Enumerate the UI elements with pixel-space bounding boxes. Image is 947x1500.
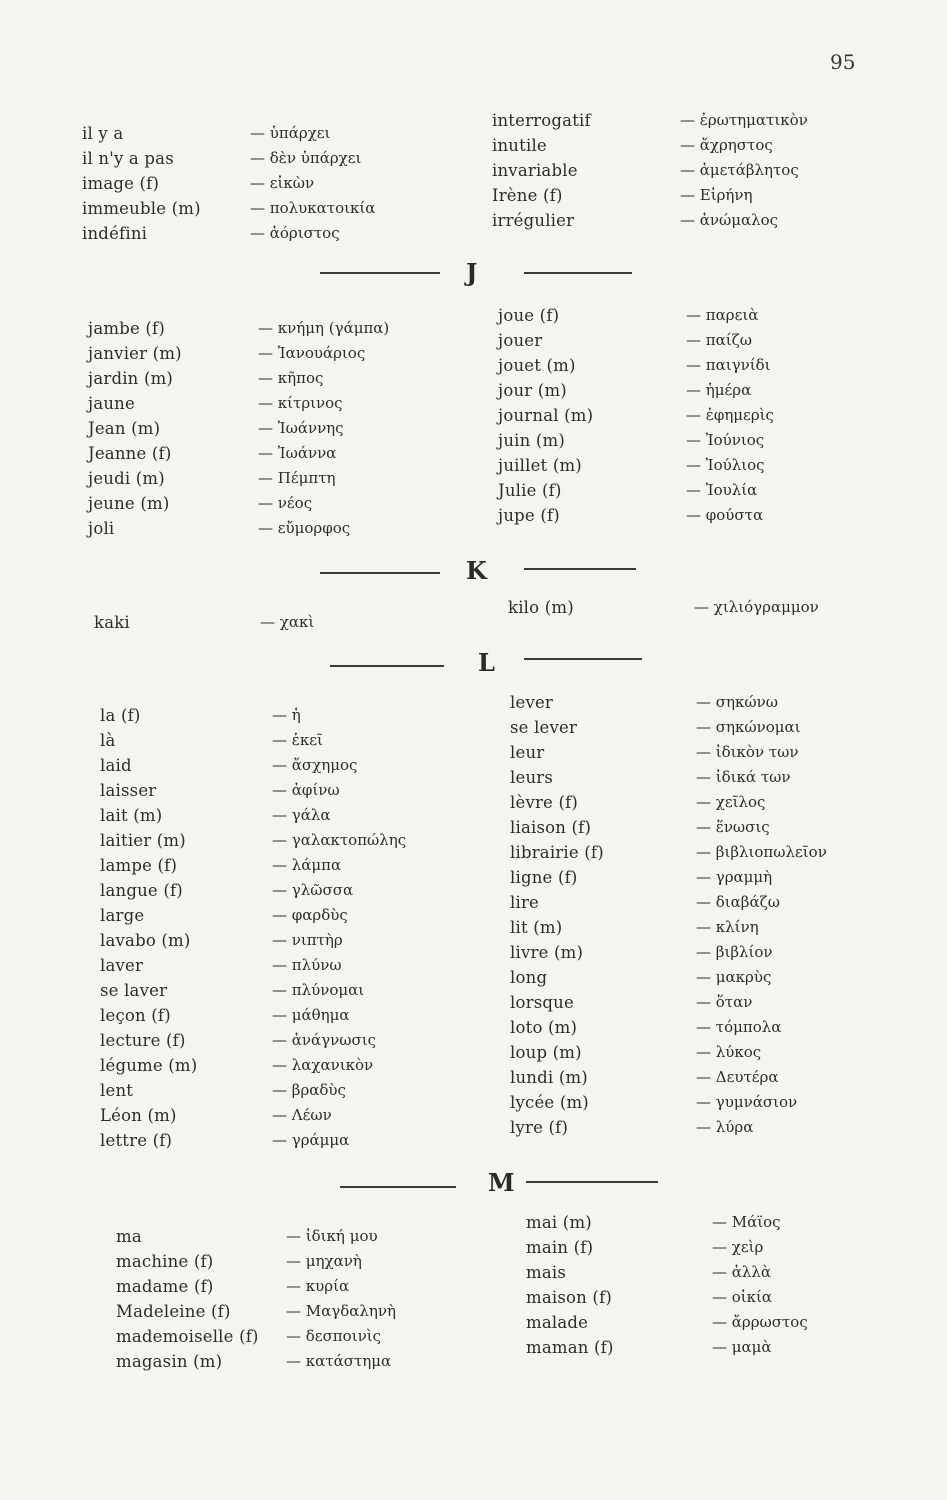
greek-translation: — εὔμορφος [258, 519, 351, 537]
greek-translation: — ὑπάρχει [250, 124, 331, 142]
french-term: invariable [492, 161, 578, 180]
french-term: mai (m) [526, 1213, 592, 1232]
greek-translation: — γυμνάσιον [696, 1093, 798, 1111]
greek-translation: — ἀνάγνωσις [272, 1031, 376, 1049]
french-term: lit (m) [510, 918, 563, 937]
greek-translation: — νιπτὴρ [272, 931, 343, 949]
greek-translation: — ἰδική μου [286, 1227, 378, 1245]
french-term: kaki [94, 613, 130, 632]
french-term: Madeleine (f) [116, 1302, 231, 1321]
greek-translation: — ἀόριστος [250, 224, 340, 242]
greek-translation: — δεσποινὶς [286, 1327, 381, 1345]
greek-translation: — γαλακτοπώλης [272, 831, 407, 849]
greek-translation: — κλίνη [696, 918, 759, 936]
greek-translation: — Ἰουλία [686, 481, 758, 499]
french-term: joli [88, 519, 115, 538]
french-term: interrogatif [492, 111, 591, 130]
french-term: immeuble (m) [82, 199, 201, 218]
greek-translation: — ἄρρωστος [712, 1313, 808, 1331]
french-term: malade [526, 1313, 589, 1332]
french-term: lire [510, 893, 540, 912]
greek-translation: — εἰκὼν [250, 174, 315, 192]
french-term: Léon (m) [100, 1106, 177, 1125]
french-term: librairie (f) [510, 843, 604, 862]
french-term: lever [510, 693, 554, 712]
french-term: juillet (m) [498, 456, 582, 475]
french-term: ligne (f) [510, 868, 578, 887]
section-letter-m: M [488, 1168, 515, 1197]
greek-translation: — Εἰρήνη [680, 186, 753, 204]
greek-translation: — ἰδικὸν των [696, 743, 799, 761]
greek-translation: — λύρα [696, 1118, 754, 1136]
french-term: loup (m) [510, 1043, 582, 1062]
french-term: large [100, 906, 145, 925]
greek-translation: — Μάϊος [712, 1213, 781, 1231]
french-term: leur [510, 743, 545, 762]
greek-translation: — βιβλίον [696, 943, 773, 961]
greek-translation: — τόμπολα [696, 1018, 782, 1036]
greek-translation: — ὅταν [696, 993, 753, 1011]
greek-translation: — Ἰούλιος [686, 456, 765, 474]
greek-translation: — γράμμα [272, 1131, 350, 1149]
section-letter-k: K [466, 556, 487, 585]
greek-translation: — λάμπα [272, 856, 342, 874]
french-term: laisser [100, 781, 157, 800]
greek-translation: — ἐρωτηματικὸν [680, 111, 808, 129]
greek-translation: — ἐφημερὶς [686, 406, 774, 424]
greek-translation: — κυρία [286, 1277, 350, 1295]
french-term: leurs [510, 768, 554, 787]
greek-translation: — Ἰωάννης [258, 419, 344, 437]
greek-translation: — ἀλλὰ [712, 1263, 772, 1281]
greek-translation: — κατάστημα [286, 1352, 392, 1370]
greek-translation: — γάλα [272, 806, 331, 824]
french-term: juin (m) [498, 431, 566, 450]
french-term: se lever [510, 718, 578, 737]
french-term: il n'y a pas [82, 149, 174, 168]
french-term: Jean (m) [88, 419, 161, 438]
french-term: lavabo (m) [100, 931, 191, 950]
greek-translation: — παιγνίδι [686, 356, 771, 374]
french-term: se laver [100, 981, 168, 1000]
french-term: jambe (f) [88, 319, 165, 338]
section-letter-l: L [478, 648, 495, 677]
section-letter-j: J [466, 258, 478, 287]
greek-translation: — πλύνω [272, 956, 342, 974]
greek-translation: — ἰδικά των [696, 768, 791, 786]
french-term: journal (m) [498, 406, 594, 425]
greek-translation: — ἡ [272, 706, 301, 724]
french-term: irrégulier [492, 211, 575, 230]
greek-translation: — γλῶσσα [272, 881, 354, 899]
greek-translation: — Ἰωάννα [258, 444, 337, 462]
french-term: lettre (f) [100, 1131, 173, 1150]
greek-translation: — χεῖλος [696, 793, 766, 811]
french-term: mademoiselle (f) [116, 1327, 259, 1346]
french-term: maison (f) [526, 1288, 613, 1307]
french-term: Jeanne (f) [88, 444, 172, 463]
greek-translation: — λύκος [696, 1043, 762, 1061]
french-term: liaison (f) [510, 818, 592, 837]
greek-translation: — φούστα [686, 506, 764, 524]
french-term: laid [100, 756, 132, 775]
separator-line [524, 658, 642, 660]
separator-line [320, 572, 440, 574]
greek-translation: — ἕνωσις [696, 818, 770, 836]
greek-translation: — μακρὺς [696, 968, 772, 986]
french-term: jour (m) [498, 381, 567, 400]
greek-translation: — ἄσχημος [272, 756, 358, 774]
french-term: jardin (m) [88, 369, 174, 388]
french-term: lent [100, 1081, 134, 1100]
greek-translation: — ἐκεῖ [272, 731, 323, 749]
separator-line [524, 272, 632, 274]
french-term: image (f) [82, 174, 160, 193]
greek-translation: — νέος [258, 494, 313, 512]
french-term: lyre (f) [510, 1118, 569, 1137]
french-term: long [510, 968, 548, 987]
french-term: jupe (f) [498, 506, 560, 525]
french-term: mais [526, 1263, 567, 1282]
greek-translation: — χεὶρ [712, 1238, 764, 1256]
french-term: leçon (f) [100, 1006, 171, 1025]
french-term: jouer [498, 331, 543, 350]
greek-translation: — Μαγδαληνὴ [286, 1302, 396, 1320]
french-term: la (f) [100, 706, 141, 725]
greek-translation: — γραμμὴ [696, 868, 773, 886]
greek-translation: — πλύνομαι [272, 981, 365, 999]
greek-translation: — ἀφίνω [272, 781, 340, 799]
french-term: janvier (m) [88, 344, 182, 363]
french-term: jeudi (m) [88, 469, 165, 488]
greek-translation: — λαχανικὸν [272, 1056, 374, 1074]
french-term: là [100, 731, 116, 750]
separator-line [524, 568, 636, 570]
separator-line [330, 665, 444, 667]
greek-translation: — δὲν ὑπάρχει [250, 149, 362, 167]
french-term: loto (m) [510, 1018, 578, 1037]
french-term: machine (f) [116, 1252, 214, 1271]
greek-translation: — φαρδὺς [272, 906, 348, 924]
greek-translation: — οἰκία [712, 1288, 773, 1306]
greek-translation: — μαμὰ [712, 1338, 772, 1356]
french-term: jeune (m) [88, 494, 170, 513]
greek-translation: — βραδὺς [272, 1081, 346, 1099]
french-term: indéfini [82, 224, 148, 243]
french-term: il y a [82, 124, 124, 143]
french-term: lecture (f) [100, 1031, 186, 1050]
french-term: légume (m) [100, 1056, 198, 1075]
french-term: kilo (m) [508, 598, 574, 617]
greek-translation: — μάθημα [272, 1006, 350, 1024]
french-term: laitier (m) [100, 831, 186, 850]
separator-line [526, 1181, 658, 1183]
french-term: lycée (m) [510, 1093, 589, 1112]
greek-translation: — Δευτέρα [696, 1068, 779, 1086]
greek-translation: — σηκώνομαι [696, 718, 801, 736]
greek-translation: — κῆπος [258, 369, 324, 387]
greek-translation: — Λέων [272, 1106, 332, 1124]
greek-translation: — χιλιόγραμμον [694, 598, 819, 616]
greek-translation: — πολυκατοικία [250, 199, 376, 217]
french-term: jaune [88, 394, 135, 413]
french-term: madame (f) [116, 1277, 214, 1296]
french-term: ma [116, 1227, 142, 1246]
greek-translation: — κνήμη (γάμπα) [258, 319, 390, 337]
greek-translation: — παρειὰ [686, 306, 759, 324]
greek-translation: — ἀμετάβλητος [680, 161, 799, 179]
greek-translation: — Πέμπτη [258, 469, 336, 487]
greek-translation: — χακὶ [260, 613, 315, 631]
separator-line [320, 272, 440, 274]
french-term: Irène (f) [492, 186, 563, 205]
greek-translation: — κίτρινος [258, 394, 343, 412]
french-term: livre (m) [510, 943, 584, 962]
greek-translation: — βιβλιοπωλεῖον [696, 843, 827, 861]
greek-translation: — Ἰανουάριος [258, 344, 366, 362]
greek-translation: — μηχανὴ [286, 1252, 362, 1270]
french-term: magasin (m) [116, 1352, 223, 1371]
french-term: lait (m) [100, 806, 163, 825]
french-term: inutile [492, 136, 547, 155]
page-number: 95 [830, 50, 856, 74]
french-term: lèvre (f) [510, 793, 579, 812]
french-term: maman (f) [526, 1338, 614, 1357]
greek-translation: — σηκώνω [696, 693, 778, 711]
french-term: jouet (m) [498, 356, 576, 375]
greek-translation: — παίζω [686, 331, 752, 349]
french-term: Julie (f) [498, 481, 562, 500]
french-term: langue (f) [100, 881, 183, 900]
greek-translation: — διαβάζω [696, 893, 780, 911]
greek-translation: — ἡμέρα [686, 381, 752, 399]
french-term: lundi (m) [510, 1068, 588, 1087]
separator-line [340, 1186, 456, 1188]
greek-translation: — ἄχρηστος [680, 136, 773, 154]
greek-translation: — Ἰούνιος [686, 431, 765, 449]
french-term: joue (f) [498, 306, 560, 325]
french-term: lampe (f) [100, 856, 178, 875]
french-term: laver [100, 956, 144, 975]
french-term: lorsque [510, 993, 574, 1012]
greek-translation: — ἀνώμαλος [680, 211, 779, 229]
french-term: main (f) [526, 1238, 594, 1257]
